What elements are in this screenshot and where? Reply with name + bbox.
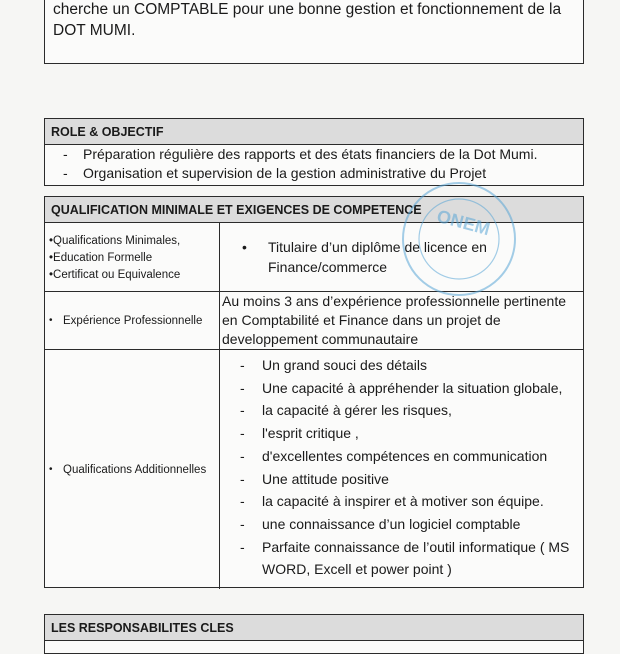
role-item <box>45 145 583 164</box>
role-item-text: Préparation régulière des rapports et des états financiers de la Dot Mumi. <box>83 146 538 162</box>
row-content-cell <box>220 292 583 349</box>
dash-icon: - <box>240 515 245 532</box>
list-item <box>240 468 583 491</box>
bullet-icon: • <box>49 235 54 247</box>
list-item <box>240 513 583 536</box>
additional-list <box>220 350 583 581</box>
list-item <box>240 422 583 445</box>
bullet-icon: • <box>242 239 247 255</box>
list-item <box>240 490 583 513</box>
bullet-icon: • <box>49 464 53 475</box>
item-text: d'excellentes compétences en communication <box>262 447 548 464</box>
item-text: Une capacité à appréhender la situation globale, <box>262 379 563 396</box>
list-item <box>240 354 583 377</box>
dash-icon: - <box>240 538 245 555</box>
dash-icon: - <box>240 447 245 464</box>
role-header <box>45 119 583 145</box>
content-text: Titulaire d’un diplôme de licence en Finance/commerce <box>268 239 487 275</box>
intro-box <box>44 0 584 64</box>
list-item <box>240 536 583 581</box>
item-text: l'esprit critique , <box>262 425 359 442</box>
bullet-icon: • <box>49 269 54 281</box>
item-text: Un grand souci des détails <box>262 357 427 373</box>
dash-icon: - <box>240 402 245 419</box>
list-item <box>49 233 219 250</box>
responsibilities-header <box>45 615 583 641</box>
organization-stamp <box>398 178 520 300</box>
item-text: une connaissance d’un logiciel comptable <box>262 515 521 532</box>
item-text: la capacité à inspirer et à motiver son équipe. <box>262 493 544 510</box>
dash-icon: - <box>240 379 245 396</box>
label-text: Qualifications Minimales, <box>53 235 181 247</box>
dash-icon: - <box>63 165 68 181</box>
row-content-cell <box>220 350 583 589</box>
intro-text: cherche un COMPTABLE pour une bonne gestion et fonctionnement de la DOT MUMI. <box>53 1 562 39</box>
bullet-icon: • <box>49 252 54 264</box>
list-item <box>240 399 583 422</box>
role-item-text: Organisation et supervision de la gestion administrative du Projet <box>83 165 487 181</box>
content-text: Au moins 3 ans d’expérience professionnelle pertinente en Comptabilité et Finance dans un projet de developpement communautaire <box>222 293 566 347</box>
row-label-cell <box>45 223 220 291</box>
table-row <box>45 292 583 350</box>
row-label-cell <box>45 292 220 349</box>
list-item <box>49 267 219 284</box>
responsibilities-title: LES RESPONSABILITES CLES <box>51 620 234 635</box>
table-row <box>45 350 583 589</box>
responsibilities-section <box>44 614 584 654</box>
label-text: Certificat ou Equivalence <box>53 269 181 281</box>
list-item <box>240 377 583 400</box>
dash-icon: - <box>240 357 245 373</box>
label-text: Education Formelle <box>53 252 153 264</box>
dash-icon: - <box>63 146 68 162</box>
item-text: Une attitude positive <box>262 470 389 487</box>
item-text: Parfaite connaissance de l’outil informatique ( MS WORD, Excell et power point ) <box>262 538 570 578</box>
label-text: Qualifications Additionnelles <box>63 463 207 476</box>
role-section <box>44 118 584 186</box>
row-label-cell <box>45 350 220 589</box>
list-item <box>240 445 583 468</box>
qualification-title: QUALIFICATION MINIMALE ET EXIGENCES DE COMPETENCE <box>51 202 422 217</box>
bullet-icon: • <box>49 315 53 326</box>
label-text: Expérience Professionnelle <box>63 314 203 327</box>
dash-icon: - <box>240 493 245 510</box>
role-title: ROLE & OBJECTIF <box>51 124 164 139</box>
item-text: la capacité à gérer les risques, <box>262 402 452 419</box>
stamp-text: ONEM <box>434 205 493 240</box>
dash-icon: - <box>240 470 245 487</box>
dash-icon: - <box>240 425 245 442</box>
list-item <box>49 250 219 267</box>
